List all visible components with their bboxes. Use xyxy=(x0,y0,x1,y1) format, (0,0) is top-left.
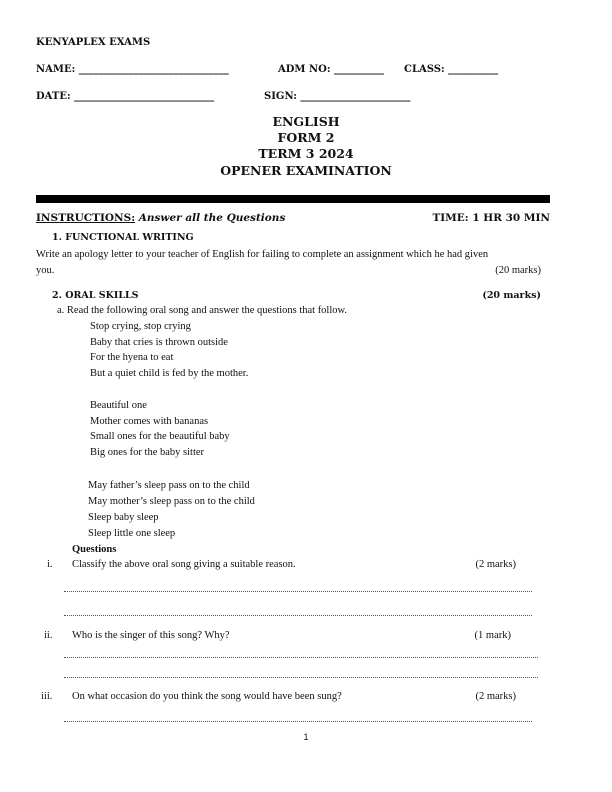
instructions xyxy=(36,213,285,224)
question-marks: (1 mark) xyxy=(474,630,511,641)
song-line: Small ones for the beautiful baby xyxy=(90,431,230,442)
exam-time: TIME: 1 HR 30 MIN xyxy=(432,212,550,224)
answer-line[interactable] xyxy=(64,721,532,722)
song-line: Mother comes with bananas xyxy=(90,416,209,427)
song-line: Sleep little one sleep xyxy=(88,528,176,539)
instructions-label: INSTRUCTIONS: xyxy=(36,212,136,224)
song-line: Beautiful one xyxy=(90,400,147,411)
song-line: Stop crying, stop crying xyxy=(90,321,191,332)
q1-heading: 1. FUNCTIONAL WRITING xyxy=(52,232,194,243)
song-line: But a quiet child is fed by the mother. xyxy=(90,368,249,379)
q1-text-line2: you. xyxy=(36,265,55,276)
page-number: 1 xyxy=(303,732,309,742)
answer-line[interactable] xyxy=(64,591,532,592)
song-line: For the hyena to eat xyxy=(90,352,174,363)
question-number: iii. xyxy=(41,691,53,702)
class-field[interactable]: CLASS: __________ xyxy=(404,64,499,75)
q2-heading: 2. ORAL SKILLS xyxy=(52,290,139,301)
adm-no-field[interactable]: ADM NO: __________ xyxy=(278,64,385,75)
q2-marks: (20 marks) xyxy=(482,290,541,301)
subject-title: ENGLISH xyxy=(272,114,340,129)
question-number: i. xyxy=(47,559,53,570)
name-field[interactable]: NAME: ______________________________ xyxy=(36,64,229,75)
form-title: FORM 2 xyxy=(277,130,335,145)
instructions-text: Answer all the Questions xyxy=(135,212,286,224)
term-title: TERM 3 2024 xyxy=(258,146,354,161)
question-text: Who is the singer of this song? Why? xyxy=(72,630,230,641)
song-line: Big ones for the baby sitter xyxy=(90,447,205,458)
song-line: May father’s sleep pass on to the child xyxy=(88,480,250,491)
divider-bar xyxy=(36,195,550,203)
song-line: May mother’s sleep pass on to the child xyxy=(88,496,255,507)
question-text: Classify the above oral song giving a suitable reason. xyxy=(72,559,296,570)
sign-field[interactable]: SIGN: ______________________ xyxy=(264,91,411,102)
answer-line[interactable] xyxy=(64,615,532,616)
answer-line[interactable] xyxy=(64,657,538,658)
exam-title: OPENER EXAMINATION xyxy=(220,163,392,178)
question-text: On what occasion do you think the song would have been sung? xyxy=(72,691,342,702)
answer-line[interactable] xyxy=(64,677,538,678)
question-number: ii. xyxy=(44,630,53,641)
q1-marks: (20 marks) xyxy=(495,265,541,276)
song-line: Baby that cries is thrown outside xyxy=(90,337,228,348)
question-marks: (2 marks) xyxy=(475,691,516,702)
q1-text-line1: Write an apology letter to your teacher of English for failing to complete an assignment which he had given xyxy=(36,249,489,260)
questions-label: Questions xyxy=(72,544,117,555)
school-name: KENYAPLEX EXAMS xyxy=(36,37,151,48)
q2-part-a: a. Read the following oral song and answer the questions that follow. xyxy=(57,305,348,316)
date-field[interactable]: DATE: ____________________________ xyxy=(36,91,215,102)
question-marks: (2 marks) xyxy=(475,559,516,570)
song-line: Sleep baby sleep xyxy=(88,512,159,523)
